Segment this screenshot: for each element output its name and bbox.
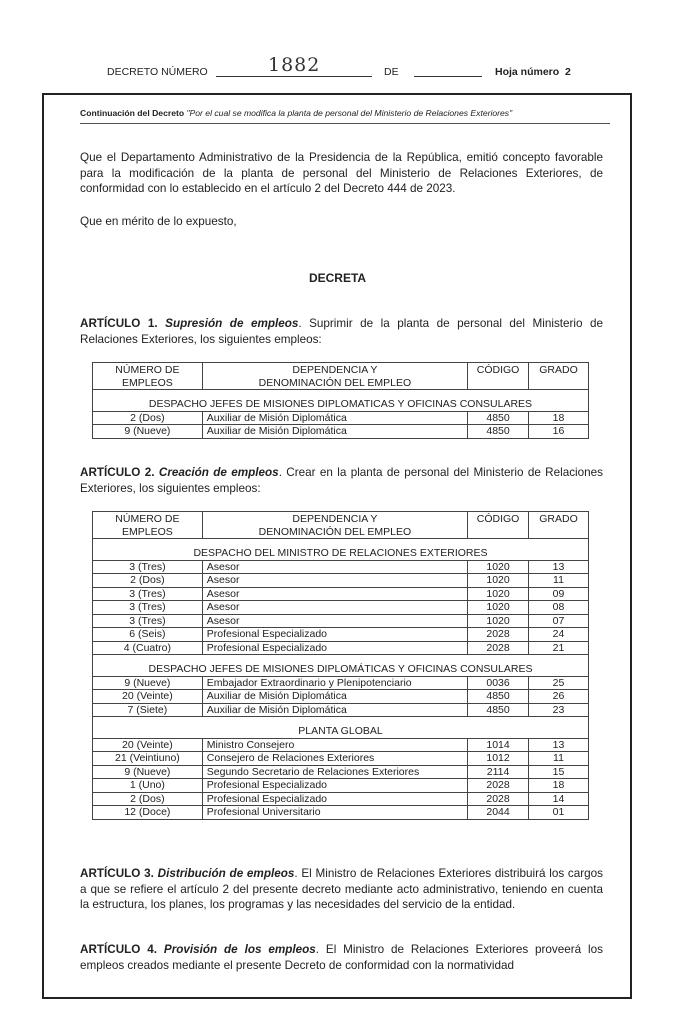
cell-num: 12 (Doce) — [93, 806, 203, 820]
cell-den: Profesional Especializado — [202, 779, 467, 793]
cell-cod: 1020 — [468, 601, 529, 615]
cell-num: 20 (Veinte) — [93, 738, 203, 752]
cell-num: 9 (Nueve) — [93, 676, 203, 690]
cell-cod: 2114 — [468, 765, 529, 779]
cell-cod: 1020 — [468, 574, 529, 588]
article-2-label: ARTÍCULO 2. — [80, 466, 155, 479]
header-grado: GRADO — [529, 512, 589, 539]
table-header-row — [93, 363, 589, 390]
table-row — [93, 738, 589, 752]
table-row — [93, 676, 589, 690]
article-3-title: Distribución de empleos — [157, 867, 295, 880]
cell-num: 20 (Veinte) — [93, 690, 203, 704]
section-title: DESPACHO JEFES DE MISIONES DIPLOMÁTICAS Y OFICINAS CONSULARES — [93, 655, 589, 677]
cell-cod: 1020 — [468, 560, 529, 574]
cell-cod: 4850 — [468, 703, 529, 717]
article-4-text: . El Ministro de Relaciones Exteriores proveerá los empleos creados mediante el presente Decreto de conformidad con la normatividad — [80, 943, 603, 972]
cell-den: Profesional Especializado — [202, 628, 467, 642]
cell-num: 3 (Tres) — [93, 560, 203, 574]
table-row — [93, 765, 589, 779]
article-4-title: Provisión de los empleos — [163, 943, 316, 956]
cell-cod: 4850 — [468, 690, 529, 704]
header-dependencia: DEPENDENCIA Y DENOMINACIÓN DEL EMPLEO — [202, 363, 467, 390]
table-row: 9 (Nueve) Auxiliar de Misión Diplomática 4850 16 — [93, 425, 589, 439]
table-row — [93, 690, 589, 704]
cell-gra: 21 — [529, 641, 589, 655]
article-2-text: . Crear en la planta de personal del Ministerio de Relaciones Exteriores, los siguientes empleos: — [80, 466, 604, 495]
section-title: DESPACHO DEL MINISTRO DE RELACIONES EXTERIORES — [93, 539, 589, 561]
continuation-title: "Por el cual se modifica la planta de personal del Ministerio de Relaciones Exteriores" — [186, 108, 513, 118]
cell-den: Asesor — [202, 587, 467, 601]
article-1 — [80, 316, 603, 347]
cell-gra: 14 — [529, 792, 589, 806]
cell-gra: 13 — [529, 738, 589, 752]
cell-gra: 01 — [529, 806, 589, 820]
cell-gra: 15 — [529, 765, 589, 779]
cell-cod: 1014 — [468, 738, 529, 752]
cell-num: 1 (Uno) — [93, 779, 203, 793]
cell-gra: 11 — [529, 752, 589, 766]
cell-gra: 11 — [529, 574, 589, 588]
header-dependencia: DEPENDENCIA Y DENOMINACIÓN DEL EMPLEO — [202, 512, 467, 539]
hoja-label: Hoja número 2 — [495, 66, 571, 78]
cell-num: 2 (Dos) — [93, 792, 203, 806]
decreto-number-line — [216, 76, 372, 77]
article-1-label: ARTÍCULO 1. — [80, 317, 158, 330]
decree-header — [0, 54, 675, 82]
cell-num: 3 (Tres) — [93, 601, 203, 615]
cell-den: Profesional Especializado — [202, 792, 467, 806]
table-row — [93, 806, 589, 820]
article-2-title: Creación de empleos — [158, 466, 279, 479]
cell-cod: 1012 — [468, 752, 529, 766]
continuation-line — [80, 108, 610, 124]
cell-gra: 09 — [529, 587, 589, 601]
cell-gra: 18 — [529, 779, 589, 793]
de-label: DE — [384, 66, 399, 78]
cell-den: Auxiliar de Misión Diplomática — [202, 703, 467, 717]
header-grado: GRADO — [529, 363, 589, 390]
cell-num: 3 (Tres) — [93, 614, 203, 628]
decreta-heading: DECRETA — [308, 271, 367, 285]
header-numero: NÚMERO DE EMPLEOS — [93, 363, 203, 390]
date-line — [414, 76, 482, 77]
article-3-text: . El Ministro de Relaciones Exteriores distribuirá los cargos a que se refiere el artículo 2 del presente decreto mediante acto administrativo, teniendo en cuenta la estructura, los planes, los programas y las necesidades del servicio de la entidad. — [80, 867, 603, 911]
decreto-number: 1882 — [268, 54, 321, 76]
table-row — [93, 641, 589, 655]
cell-gra: 07 — [529, 614, 589, 628]
table-row — [93, 614, 589, 628]
table-row — [93, 560, 589, 574]
cell-gra: 25 — [529, 676, 589, 690]
cell-num: 9 (Nueve) — [93, 765, 203, 779]
cell-cod: 2044 — [468, 806, 529, 820]
cell-num: 4 (Cuatro) — [93, 641, 203, 655]
cell-gra: 26 — [529, 690, 589, 704]
table-row — [93, 587, 589, 601]
article-3 — [80, 866, 603, 913]
section-title: DESPACHO JEFES DE MISIONES DIPLOMATICAS Y OFICINAS CONSULARES — [93, 390, 589, 412]
cell-den: Profesional Especializado — [202, 641, 467, 655]
table-created-jobs — [92, 511, 589, 820]
article-4 — [80, 942, 603, 973]
header-codigo: CÓDIGO — [468, 363, 529, 390]
article-1-text: . Suprimir de la planta de personal del Ministerio de Relaciones Exteriores, los siguientes empleos: — [80, 317, 604, 346]
table-row — [93, 628, 589, 642]
cell-num: 2 (Dos) — [93, 574, 203, 588]
table-row — [93, 779, 589, 793]
cell-den: Consejero de Relaciones Exteriores — [202, 752, 467, 766]
cell-cod: 0036 — [468, 676, 529, 690]
cell-den: Asesor — [202, 560, 467, 574]
article-3-label: ARTÍCULO 3. — [80, 867, 154, 880]
intro-paragraph-2: Que en mérito de lo expuesto, — [80, 215, 237, 228]
intro-paragraph-1: Que el Departamento Administrativo de la Presidencia de la República, emitió concepto favorable para la modificación de la planta de personal del Ministerio de Relaciones Exteriores, de conformidad con lo establecido en el artículo 2 del Decreto 444 de 2023. — [80, 151, 603, 195]
cell-cod: 2028 — [468, 792, 529, 806]
continuation-prefix: Continuación del Decreto — [80, 108, 185, 118]
cell-num: 7 (Siete) — [93, 703, 203, 717]
cell-den: Asesor — [202, 614, 467, 628]
cell-cod: 2028 — [468, 641, 529, 655]
cell-num: 3 (Tres) — [93, 587, 203, 601]
cell-den: Asesor — [202, 601, 467, 615]
cell-num: 6 (Seis) — [93, 628, 203, 642]
table-row — [93, 574, 589, 588]
table-row — [93, 752, 589, 766]
cell-den: Segundo Secretario de Relaciones Exteriores — [202, 765, 467, 779]
cell-den: Asesor — [202, 574, 467, 588]
header-codigo: CÓDIGO — [468, 512, 529, 539]
cell-cod: 2028 — [468, 628, 529, 642]
cell-den: Profesional Universitario — [202, 806, 467, 820]
table-header-row — [93, 512, 589, 539]
cell-gra: 08 — [529, 601, 589, 615]
decreto-label: DECRETO NÚMERO — [107, 66, 208, 78]
cell-gra: 23 — [529, 703, 589, 717]
header-numero: NÚMERO DE EMPLEOS — [93, 512, 203, 539]
cell-cod: 1020 — [468, 614, 529, 628]
section-title: PLANTA GLOBAL — [93, 717, 589, 739]
table-row: 2 (Dos) Auxiliar de Misión Diplomática 4850 18 — [93, 411, 589, 425]
article-1-title: Supresión de empleos — [165, 317, 299, 330]
table-row — [93, 792, 589, 806]
cell-den: Embajador Extraordinario y Plenipotenciario — [202, 676, 467, 690]
article-2 — [80, 465, 603, 496]
article-4-label: ARTÍCULO 4. — [80, 943, 158, 956]
cell-den: Auxiliar de Misión Diplomática — [202, 690, 467, 704]
cell-gra: 24 — [529, 628, 589, 642]
cell-gra: 13 — [529, 560, 589, 574]
table-row — [93, 703, 589, 717]
cell-num: 21 (Veintiuno) — [93, 752, 203, 766]
table-suppressed-jobs — [92, 362, 589, 439]
cell-cod: 2028 — [468, 779, 529, 793]
cell-den: Ministro Consejero — [202, 738, 467, 752]
cell-cod: 1020 — [468, 587, 529, 601]
table-row — [93, 601, 589, 615]
